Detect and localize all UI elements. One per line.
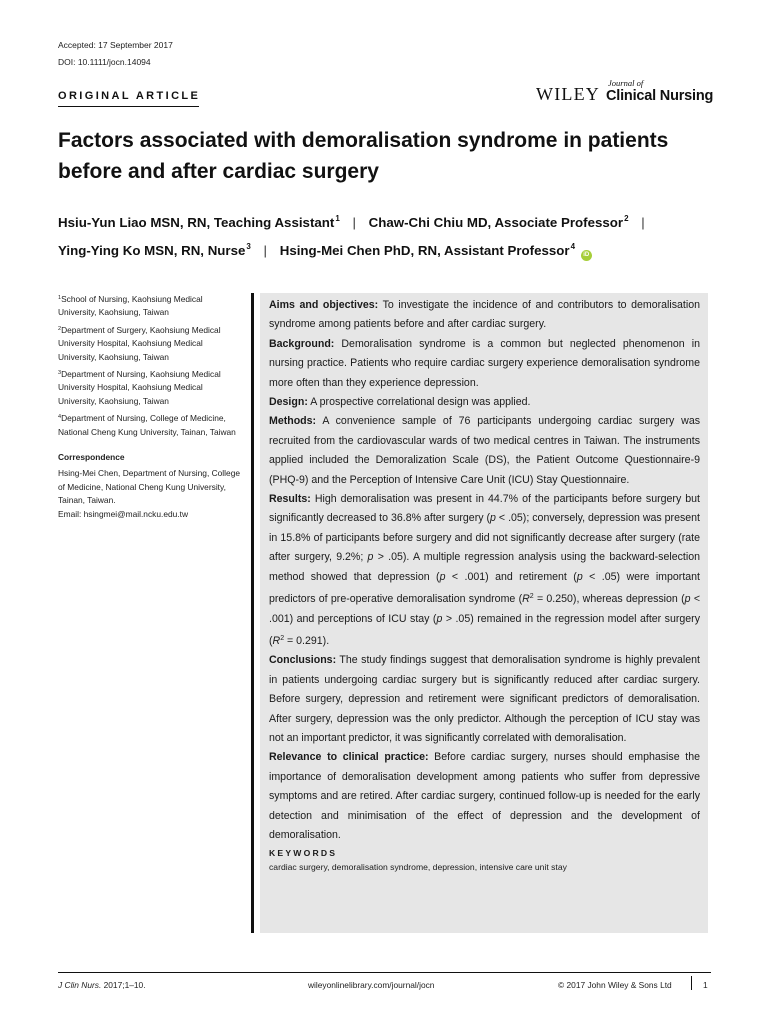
author-name: Chaw-Chi Chiu MD, Associate Professor xyxy=(368,215,624,230)
affiliations-column xyxy=(58,292,240,524)
abstract-conclusions: Conclusions: The study findings suggest that demoralisation syndrome is highly prevalent in patients undergoing cardiac surgery but is significantly reduced after cardiac surgery. Before surgery, depression and retirement were significant predictors of demoralisation. After surgery, depression was the only predictor. Although the perception of ICU stay was not an important predictor, it was significantly correlated with demoralisation. xyxy=(269,654,701,744)
doi: DOI: 10.1111/jocn.14094 xyxy=(58,57,151,67)
keywords-list: cardiac surgery, demoralisation syndrome, depression, intensive care unit stay xyxy=(269,862,567,873)
author-name: Ying-Ying Ko MSN, RN, Nurse xyxy=(58,243,246,258)
footer-url[interactable]: wileyonlinelibrary.com/journal/jocn xyxy=(308,980,435,990)
keywords-heading: KEYWORDS xyxy=(269,848,338,859)
affiliation: $^4$Department of Nursing, College of Medicine, National Cheng Kung University, Tainan, Taiwan xyxy=(58,413,236,437)
abstract-design: Design: A prospective correlational design was applied. xyxy=(269,396,531,409)
author-line-1 xyxy=(58,214,738,230)
paper-title: Factors associated with demoralisation syndrome in patients before and after cardiac surgery xyxy=(58,129,669,183)
abstract-background: Background: Demoralisation syndrome is a common but neglected phenomenon in nursing practice. Patients who require cardiac surgery experience demoralisation syndrome more often than they experience depression. xyxy=(269,337,700,389)
correspondence-text: Hsing-Mei Chen, Department of Nursing, College of Medicine, National Cheng Kung University, Tainan, Taiwan. xyxy=(58,468,241,506)
journal-name: Clinical Nursing xyxy=(606,88,714,104)
author-affil-mark: 2 xyxy=(624,214,629,223)
author-separator: | xyxy=(641,215,645,230)
orcid-icon[interactable]: iD xyxy=(581,250,592,261)
abstract-divider xyxy=(251,293,254,933)
author-affil-mark: 3 xyxy=(246,242,251,251)
footer-citation: J Clin Nurs. 2017;1–10. xyxy=(58,980,146,990)
footer-separator xyxy=(691,976,692,990)
article-type: ORIGINAL ARTICLE xyxy=(58,90,201,102)
page-number: 1 xyxy=(703,980,708,990)
abstract-aims: Aims and objectives: To investigate the incidence of and contributors to demoralisation syndrome among patients before and after cardiac surgery. xyxy=(269,299,700,331)
journal-logo xyxy=(536,78,714,108)
affiliation: $^1$School of Nursing, Kaohsiung Medical University, Kaohsiung, Taiwan xyxy=(58,294,203,318)
accepted-date: Accepted: 17 September 2017 xyxy=(58,40,173,50)
abstract-results: Results: High demoralisation was present in 44.7% of the participants before surgery but significantly decreased to 36.8% after surgery (p < .05); conversely, depression was present in 15.8% of participants before surgery and did not significantly decrease after surgery (rate after surgery, 9.2%; p > .05). A multiple regression analysis using the backward-selection method showed that depression (p < .001) and retirement (p < .05) were important predictors of pre-operative demoralisation syndrome $(R^2 = 0.250)$, whereas depression (p < .001) and perceptions of ICU stay (p > .05) remained in the regression model after surgery $(R^2 = 0.291)$. xyxy=(269,493,701,647)
author-separator: | xyxy=(352,215,356,230)
affiliation: $^2$Department of Surgery, Kaohsiung Medical University Hospital, Kaohsiung Medical University, Kaohsiung, Taiwan xyxy=(58,324,221,362)
footer-rule xyxy=(58,972,711,973)
publisher-logo: WILEY xyxy=(536,84,600,104)
affiliation: $^3$Department of Nursing, Kaohsiung Medical University Hospital, Kaohsiung Medical University, Kaohsiung, Taiwan xyxy=(58,369,221,406)
footer-copyright: © 2017 John Wiley & Sons Ltd xyxy=(558,980,672,990)
article-type-underline xyxy=(58,106,199,107)
author-name: Hsiu-Yun Liao MSN, RN, Teaching Assistant xyxy=(58,215,335,230)
correspondence-heading: Correspondence xyxy=(58,452,125,463)
author-affil-mark: 4 xyxy=(570,242,576,251)
author-affil-mark: 1 xyxy=(335,214,340,223)
abstract-box xyxy=(260,293,708,933)
abstract-relevance: Relevance to clinical practice: Before cardiac surgery, nurses should emphasise the importance of demoralisation development among patients who suffer from depressive symptoms and are retired. After cardiac surgery, continued follow-up is needed for the early detection and minimisation of the effect of depression and the development of demoralisation. xyxy=(269,751,700,841)
correspondence-email[interactable]: Email: hsingmei@mail.ncku.edu.tw xyxy=(58,508,188,519)
abstract-methods: Methods: A convenience sample of 76 participants undergoing cardiac surgery was recruited from the cardiovascular wards of two medical centres in Taiwan. The instruments applied included the Demoralization Scale (DS), the Patient Outcome Questionnaire-9 (PHQ-9) and the Perception of Intensive Care Unit (ICU) Stay Questionnaire. xyxy=(269,415,701,486)
author-separator: | xyxy=(263,243,268,258)
author-line-2 xyxy=(58,242,738,261)
author-name: Hsing-Mei Chen PhD, RN, Assistant Professor xyxy=(279,243,570,258)
journal-of-text: Journal of xyxy=(608,78,644,88)
